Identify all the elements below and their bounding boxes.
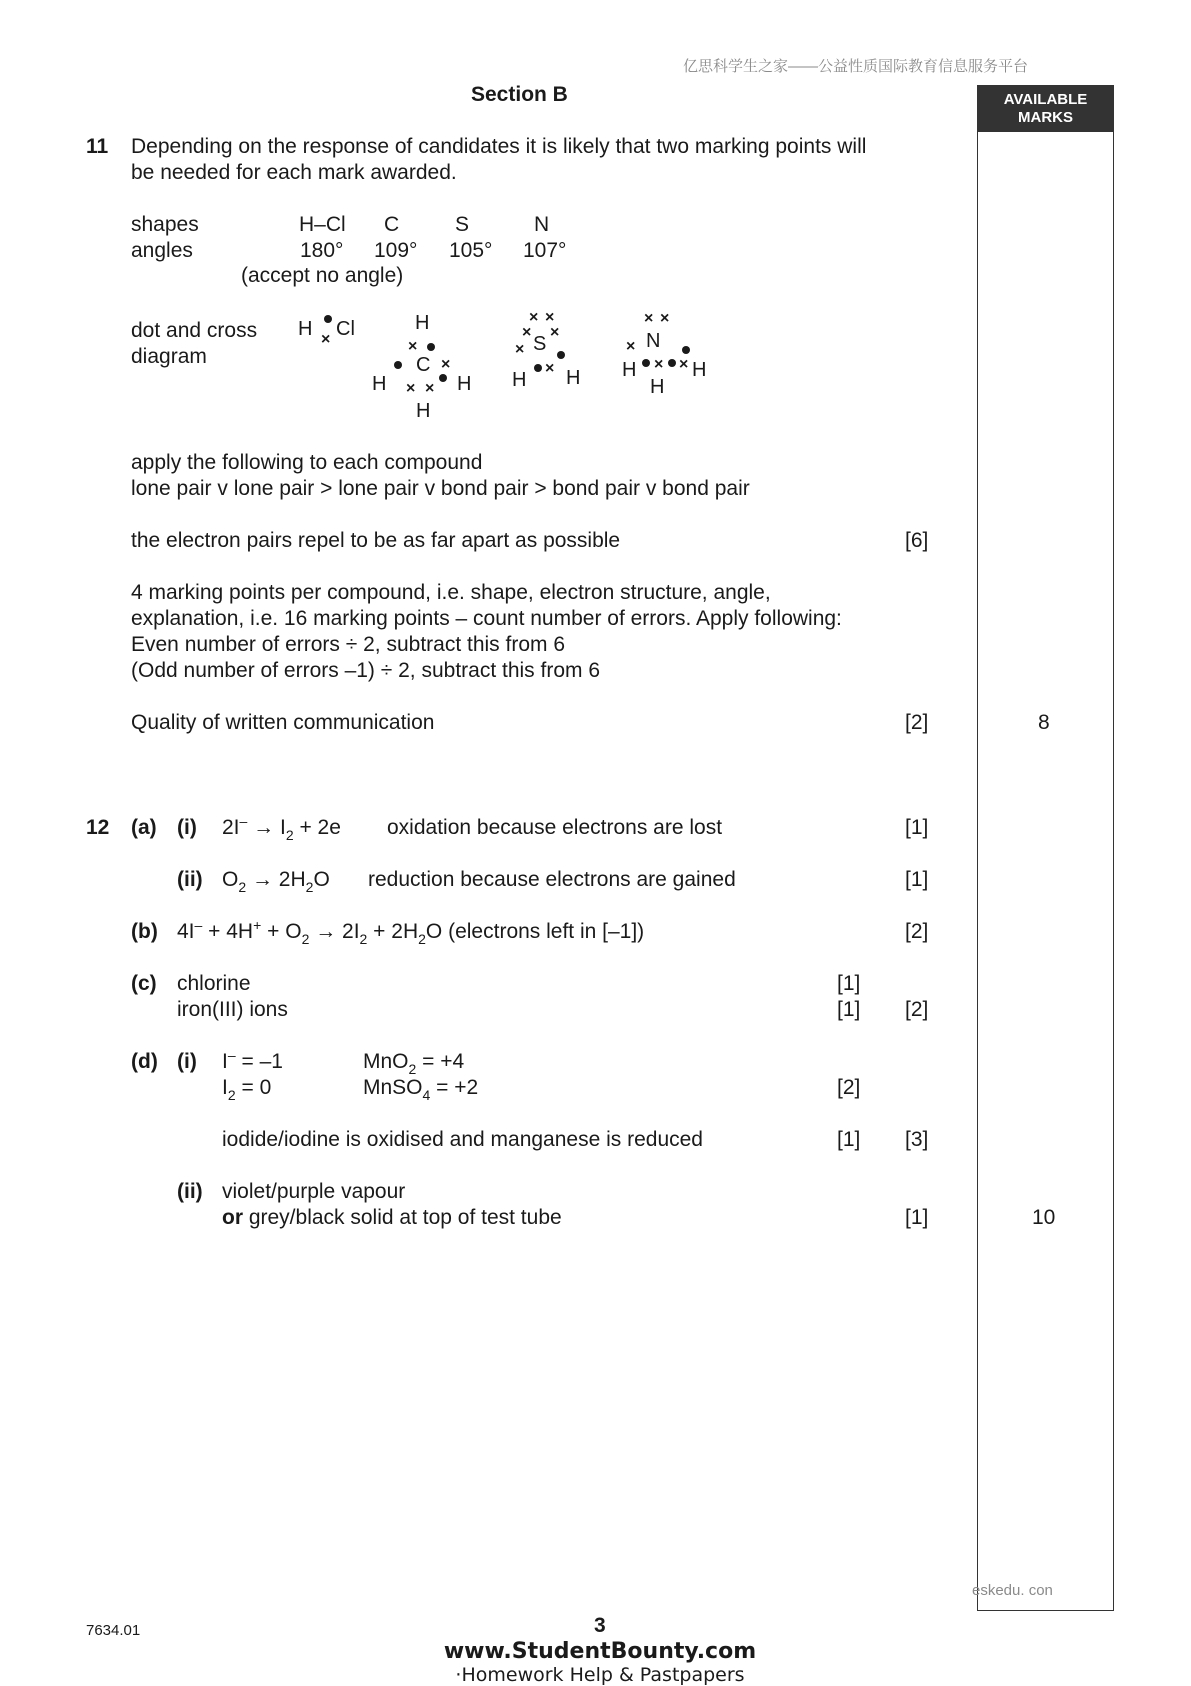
q12-d-ii-or: or: [222, 1206, 243, 1229]
footer-brand: [440, 1640, 760, 1686]
nh3-cross-1: ×: [644, 310, 654, 327]
q12-a-i-mark: [1]: [905, 816, 929, 839]
shape-n: N: [534, 213, 550, 236]
shapes-label: shapes: [131, 213, 199, 236]
q12-a-i-label: (i): [177, 816, 197, 839]
q12-d-ii-label: (ii): [177, 1180, 203, 1203]
q12-part-b-label: (b): [131, 920, 158, 943]
q12-a-ii-equation: $O_2 \to 2H_2O$: [222, 868, 330, 895]
q12-a-ii-note: reduction because electrons are gained: [368, 868, 736, 891]
h2s-h-right: H: [566, 367, 581, 389]
hcl-dot: [324, 315, 332, 323]
ch4-dot-top: [427, 343, 435, 351]
q11-intro-line2: be needed for each mark awarded.: [131, 161, 457, 184]
question-12-number: 12: [86, 816, 110, 839]
q12-b-equation: $4I^- + 4H^+ + O_2 \to 2I_2 + 2H_2O$ (electrons left in [–1]): [177, 917, 645, 947]
apply-line1: apply the following to each compound: [131, 451, 483, 474]
h2s-cross-5: ×: [515, 341, 525, 358]
h2s-s-symbol: S: [533, 333, 547, 355]
q12-d-i-mark: [2]: [837, 1076, 861, 1099]
q12-d-i-line3: iodide/iodine is oxidised and manganese is reduced: [222, 1128, 703, 1151]
nh3-n-symbol: N: [646, 330, 661, 352]
q12-a-i-note: oxidation because electrons are lost: [387, 816, 723, 839]
ch4-h-left: H: [372, 373, 387, 395]
q12-c-line2-mark: [1]: [837, 998, 861, 1021]
h2s-dot-1: [557, 351, 565, 359]
q12-c-line1: chlorine: [177, 972, 251, 995]
nh3-h-right: H: [692, 359, 707, 381]
h2s-cross-4: ×: [550, 324, 560, 341]
nh3-h-bottom: H: [650, 376, 665, 398]
q12-c-total: [2]: [905, 998, 929, 1021]
h2s-h-left: H: [512, 369, 527, 391]
repel-line: the electron pairs repel to be as far apart as possible: [131, 529, 621, 552]
angles-label: angles: [131, 239, 193, 262]
shape-c: C: [384, 213, 400, 236]
h2s-cross-1: ×: [529, 309, 539, 326]
q12-c-line1-mark: [1]: [837, 972, 861, 995]
paper-code: 7634.01: [86, 1622, 141, 1639]
q12-b-note: (electrons left in [–1]): [448, 920, 645, 943]
available-marks-column: [977, 85, 1114, 1611]
accept-no-angle: (accept no angle): [241, 264, 404, 287]
q12-d-i-iodine: $I_2 = 0$: [222, 1076, 272, 1103]
bottom-watermark: eskedu. con: [972, 1582, 1053, 1599]
footer-brand-tagline: ·Homework Help & Pastpapers: [455, 1664, 745, 1686]
h2s-dot-2: [534, 364, 542, 372]
nh3-h-left: H: [622, 359, 637, 381]
q12-a-i-equation: $2I^- \to I_2 + 2e$: [222, 813, 341, 843]
dot-cross-label-line1: dot and cross: [131, 319, 258, 342]
q12-part-c-label: (c): [131, 972, 157, 995]
question-11-number: 11: [86, 135, 109, 158]
ch4-cross-right: ×: [441, 356, 451, 373]
marking-line3: Even number of errors ÷ 2, subtract this from 6: [131, 633, 566, 656]
hcl-h-symbol: H: [298, 318, 313, 340]
q12-part-d-label: (d): [131, 1050, 158, 1073]
ch4-cross-bottom-left: ×: [406, 380, 416, 397]
q12-d-i-iodide: I– = –1: [222, 1047, 283, 1073]
angle-n: 107°: [523, 239, 567, 262]
apply-line2: lone pair v lone pair > lone pair v bond pair > bond pair v bond pair: [131, 477, 750, 500]
q12-d-i-total: [3]: [905, 1128, 929, 1151]
marks-header-line2: MARKS: [1018, 109, 1073, 126]
marking-line2: explanation, i.e. 16 marking points – count number of errors. Apply following:: [131, 607, 842, 630]
repel-mark: [6]: [905, 529, 929, 552]
dot-cross-diagrams: [290, 305, 730, 425]
marking-line4: (Odd number of errors –1) ÷ 2, subtract this from 6: [131, 659, 601, 682]
q12-d-i-mnso4: MnSO$_4$ = +2: [363, 1076, 479, 1103]
ch4-dot-left: [394, 361, 402, 369]
marks-header-line1: AVAILABLE: [1003, 91, 1088, 108]
nh3-dot-1: [682, 346, 690, 354]
top-watermark: 亿思科学生之家——公益性质国际教育信息服务平台: [683, 58, 1029, 75]
q12-d-ii-mark: [1]: [905, 1206, 929, 1229]
ch4-cross-bottom-right: ×: [425, 380, 435, 397]
hcl-cl-symbol: Cl: [336, 318, 355, 340]
q12-d-ii-line2-text: grey/black solid at top of test tube: [243, 1206, 562, 1229]
nh3-dot-3: [668, 359, 676, 367]
footer-brand-url: www.StudentBounty.com: [443, 1639, 757, 1664]
nh3-cross-3: ×: [626, 338, 636, 355]
q11-intro-line1: Depending on the response of candidates it is likely that two marking points will: [131, 135, 867, 158]
ch4-h-right: H: [457, 373, 472, 395]
h2s-cross-2: ×: [545, 309, 555, 326]
page-number: 3: [594, 1614, 606, 1637]
q12-a-ii-mark: [1]: [905, 868, 929, 891]
ch4-dot-right: [439, 374, 447, 382]
q12-b-mark: [2]: [905, 920, 929, 943]
q11-available-marks: 8: [1038, 711, 1050, 734]
nh3-dot-2: [642, 359, 650, 367]
angle-s: 105°: [449, 239, 493, 262]
shape-hcl: H–Cl: [299, 213, 346, 236]
marking-line1: 4 marking points per compound, i.e. shape, electron structure, angle,: [131, 581, 771, 604]
q12-d-ii-line2: [222, 1205, 562, 1231]
nh3-cross-5: ×: [679, 356, 689, 373]
h2s-cross-6: ×: [545, 360, 555, 377]
q12-c-line2: iron(III) ions: [177, 998, 288, 1021]
q12-part-a-label: (a): [131, 816, 157, 839]
nh3-cross-2: ×: [660, 310, 670, 327]
q12-a-ii-label: (ii): [177, 868, 203, 891]
qwc-line: Quality of written communication: [131, 711, 435, 734]
q12-d-i-label: (i): [177, 1050, 197, 1073]
dot-cross-label-line2: diagram: [131, 345, 207, 368]
angle-hcl: 180°: [300, 239, 344, 262]
q12-available-marks: 10: [1032, 1206, 1056, 1229]
hcl-cross: ×: [321, 331, 331, 348]
q12-d-ii-line1: violet/purple vapour: [222, 1180, 406, 1203]
available-marks-header: [978, 86, 1113, 132]
ch4-cross-top: ×: [408, 338, 418, 355]
qwc-mark: [2]: [905, 711, 929, 734]
q12-d-i-mno2: MnO$_2$ = +4: [363, 1050, 465, 1077]
angle-c: 109°: [374, 239, 418, 262]
shape-s: S: [455, 213, 470, 236]
section-title: Section B: [471, 83, 568, 106]
ch4-h-bottom: H: [416, 400, 431, 422]
nh3-cross-4: ×: [654, 356, 664, 373]
ch4-c-symbol: C: [416, 354, 431, 376]
h2s-cross-3: ×: [522, 324, 532, 341]
q12-d-i-line3-mark: [1]: [837, 1128, 861, 1151]
ch4-h-top: H: [415, 312, 430, 334]
